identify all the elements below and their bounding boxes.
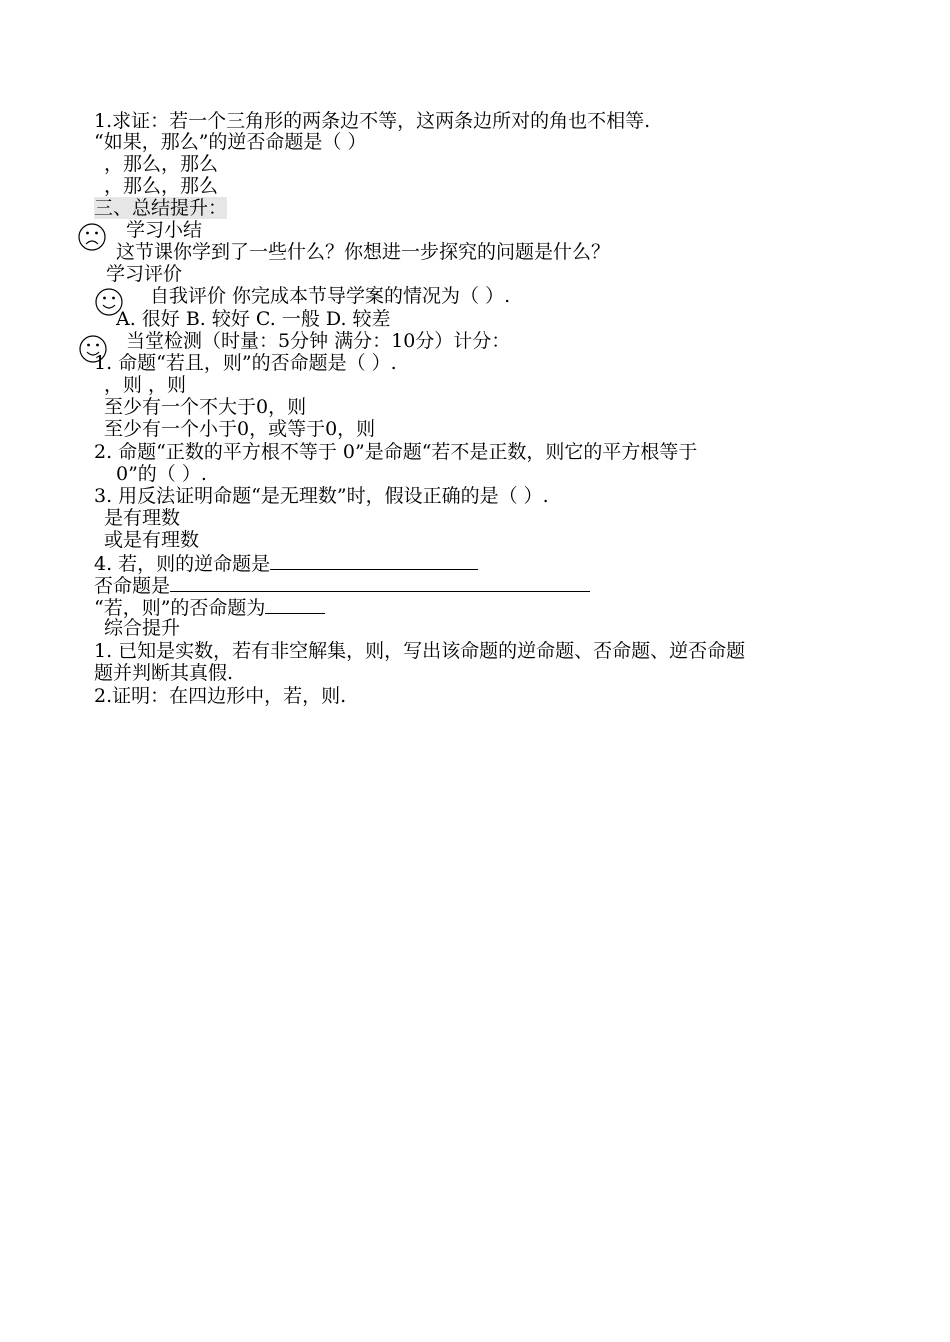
test-question-3: 3. 用反法证明命题“是无理数”时，假设正确的是（ ）. — [94, 485, 549, 507]
comprehensive-question-1: 1. 已知是实数，若有非空解集，则，写出该命题的逆命题、否命题、逆否命题 — [94, 640, 746, 662]
negation-statement-line — [94, 595, 325, 619]
summary-prompt: 这节课你学到了一些什么？你想进一步探究的问题是什么？ — [116, 241, 611, 263]
test-question-4-text: 4. 若，则的逆命题是 — [94, 553, 271, 575]
answer-blank[interactable] — [265, 595, 325, 614]
test-question-2-cont: 0”的（ ）. — [116, 463, 207, 485]
option-line: ，那么，那么 — [104, 153, 219, 175]
answer-blank[interactable] — [270, 551, 478, 570]
test-question-1: 1. 命题“若且，则”的否命题是（ ）. — [94, 352, 397, 374]
subheading-study-summary: 学习小结 — [126, 219, 203, 241]
self-evaluation-question: 自我评价 你完成本节导学案的情况为（ ）. — [150, 285, 511, 307]
contrapositive-question: “如果，那么”的逆否命题是（ ） — [94, 131, 367, 153]
test-question-1-option: 至少有一个不大于0，则 — [104, 396, 307, 418]
self-evaluation-options: A. 很好 B. 较好 C. 一般 D. 较差 — [116, 308, 391, 330]
class-test-heading: 当堂检测（时量：5分钟 满分：10分）计分： — [126, 330, 511, 352]
comprehensive-question-1-cont: 题并判断其真假. — [94, 662, 234, 684]
option-line: ，那么，那么 — [104, 175, 219, 197]
negation-statement-text: “若，则”的否命题为 — [94, 597, 266, 619]
test-question-3-option: 或是有理数 — [104, 529, 200, 551]
inverse-statement-text: 否命题是 — [94, 575, 171, 597]
sad-face-icon — [77, 222, 107, 252]
test-question-3-option: 是有理数 — [104, 507, 181, 529]
answer-blank[interactable] — [170, 573, 590, 592]
subheading-study-evaluation: 学习评价 — [106, 263, 183, 285]
test-question-4 — [94, 551, 478, 575]
section-heading-summary: 三、总结提升： — [94, 197, 228, 219]
inverse-statement-line — [94, 573, 590, 597]
test-question-1-option: 至少有一个小于0，或等于0，则 — [104, 418, 376, 440]
test-question-1-options: ，则 ，则 — [104, 374, 187, 396]
test-question-2: 2. 命题“正数的平方根不等于 0”是命题“若不是正数，则它的平方根等于 — [94, 441, 698, 463]
proof-item-1: 1.求证：若一个三角形的两条边不等，这两条边所对的角也不相等. — [94, 110, 651, 132]
subheading-comprehensive: 综合提升 — [104, 617, 181, 639]
comprehensive-question-2: 2.证明：在四边形中，若，则. — [94, 685, 347, 707]
